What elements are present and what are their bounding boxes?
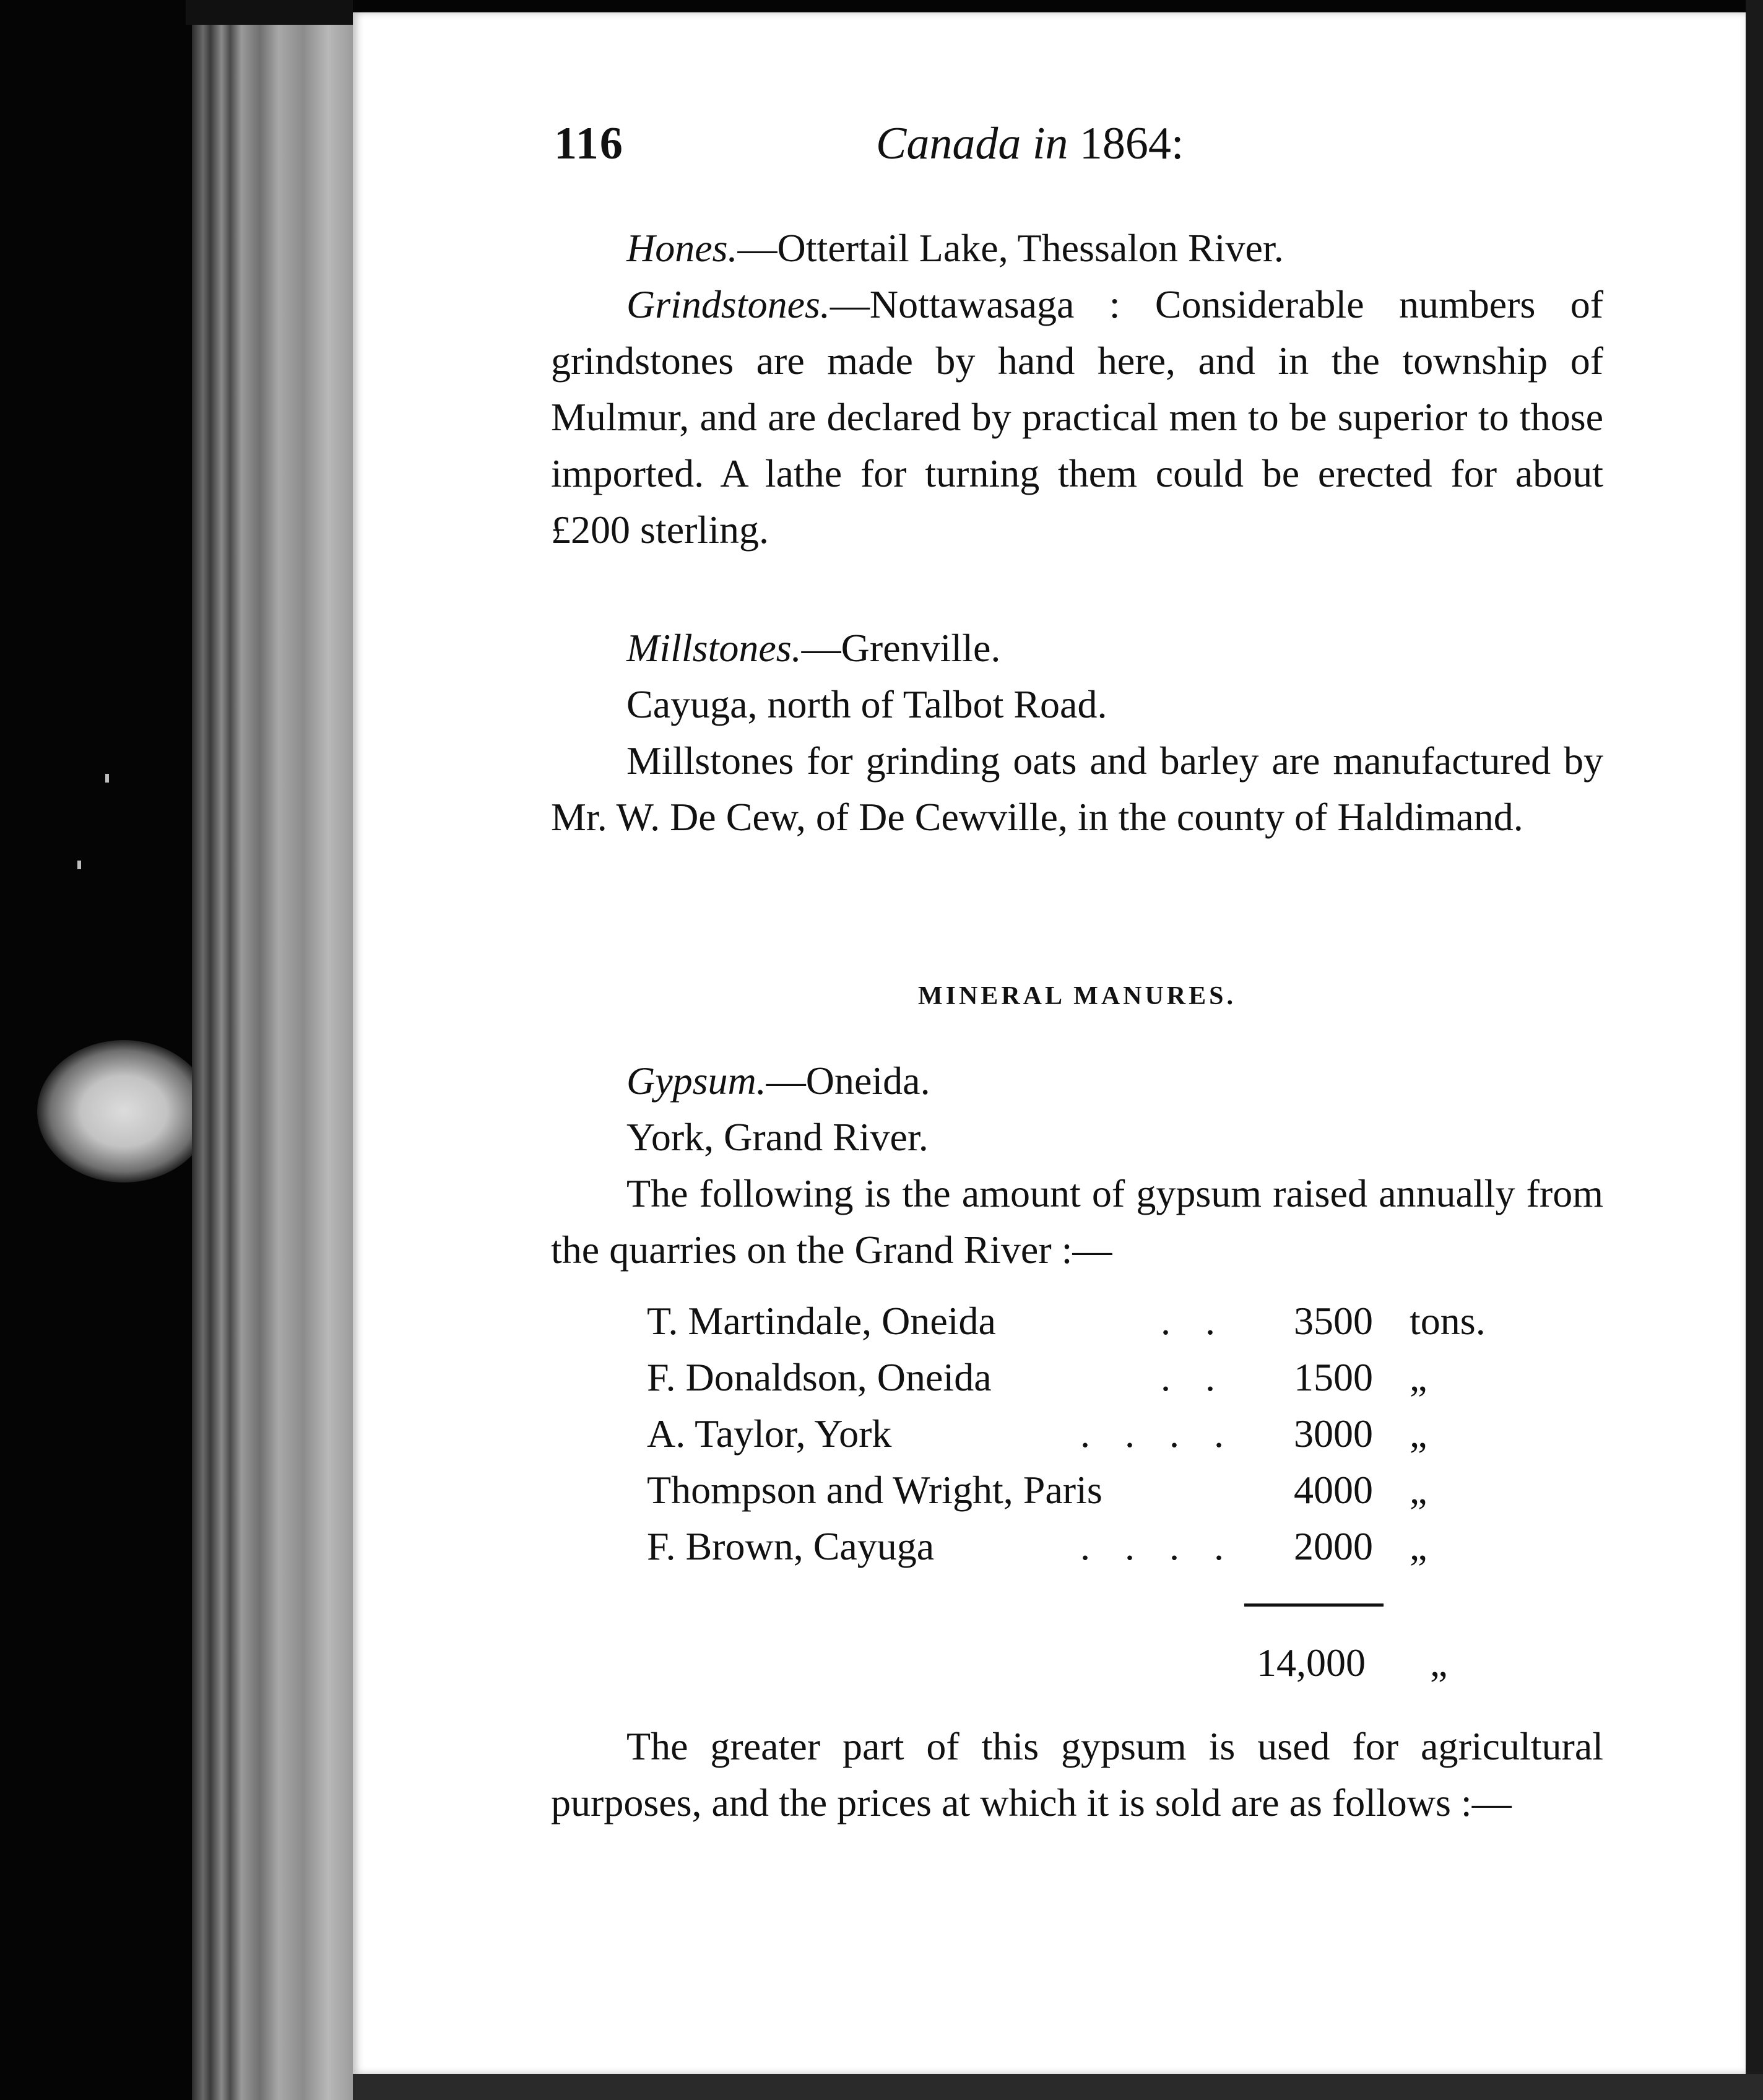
- running-title-punct: :: [1171, 118, 1184, 169]
- quarry-unit: „: [1410, 1355, 1427, 1399]
- quarry-unit: tons.: [1410, 1299, 1486, 1343]
- page-edge-right: [1746, 0, 1763, 2100]
- dot-leader: . . . .: [1080, 1412, 1236, 1456]
- quarry-name: F. Brown, Cayuga: [647, 1524, 935, 1568]
- quarry-table: [647, 1293, 1514, 1574]
- quarry-amount: 3500: [1294, 1299, 1373, 1343]
- quarry-amount: 2000: [1294, 1524, 1373, 1568]
- grindstones-text: —Nottawasaga : Considerable numbers of grindstones are made by hand here, and in the township of Mulmur, and are declared by practical men to be superior to those imported. A lathe for turning them could be erected for about £200 sterling.: [551, 282, 1603, 552]
- page-edge-bottom: [353, 2074, 1763, 2100]
- quarry-name: A. Taylor, York: [647, 1412, 892, 1456]
- total-row: [1257, 1634, 1566, 1691]
- book-gutter: [192, 0, 353, 2100]
- total-unit: „: [1430, 1641, 1448, 1685]
- page-number: 116: [554, 118, 624, 169]
- paragraph-hones: [551, 220, 1603, 276]
- running-title: [876, 118, 1184, 170]
- quarry-name: T. Martindale, Oneida: [647, 1299, 996, 1343]
- dot-leader: . .: [1161, 1355, 1228, 1399]
- paragraph-millstones-oats: Millstones for grinding oats and barley are manufactured by Mr. W. De Cew, of De Cewville, in the county of Haldimand.: [551, 739, 1603, 839]
- table-row: [647, 1293, 1514, 1349]
- running-head: [554, 118, 1340, 173]
- gypsum-label: Gypsum.: [626, 1059, 766, 1103]
- quarry-unit: „: [1410, 1412, 1427, 1456]
- paragraph-cayuga: Cayuga, north of Talbot Road.: [626, 682, 1107, 726]
- hones-label: Hones.: [626, 226, 738, 270]
- quarry-amount: 1500: [1294, 1355, 1373, 1399]
- table-row: [647, 1518, 1514, 1574]
- paragraph-grindstones: [551, 276, 1603, 558]
- millstones-text: —Grenville.: [801, 626, 1001, 670]
- grindstones-label: Grindstones.: [626, 282, 830, 326]
- millstones-label: Millstones.: [626, 626, 802, 670]
- quarry-amount: 3000: [1294, 1412, 1373, 1456]
- paragraph-closing: The greater part of this gypsum is used for agricultural purposes, and the prices at which it is sold are as follows :—: [551, 1724, 1603, 1824]
- section-heading: MINERAL MANURES.: [917, 982, 1237, 1010]
- quarry-name: F. Donaldson, Oneida: [647, 1355, 992, 1399]
- paragraph-york: York, Grand River.: [626, 1115, 929, 1159]
- quarry-unit: „: [1410, 1468, 1427, 1512]
- spine-mark: [77, 861, 81, 869]
- table-row: [647, 1462, 1514, 1518]
- total-amount: 14,000: [1257, 1641, 1366, 1685]
- table-row: [647, 1349, 1514, 1405]
- gutter-shadow: [186, 0, 353, 25]
- running-title-year: 1864: [1079, 118, 1171, 169]
- quarry-name: Thompson and Wright, Paris: [647, 1468, 1102, 1512]
- paragraph-gypsum: [551, 1052, 1603, 1109]
- gypsum-text: —Oneida.: [766, 1059, 930, 1103]
- paragraph-millstones: [551, 620, 1603, 676]
- hones-text: —Ottertail Lake, Thessalon River.: [737, 226, 1284, 270]
- quarry-unit: „: [1410, 1524, 1427, 1568]
- quarry-amount: 4000: [1294, 1468, 1373, 1512]
- dot-leader: . . . .: [1080, 1524, 1236, 1568]
- spine-mark: [105, 774, 109, 783]
- paper-damage-blotch: [37, 1040, 210, 1182]
- dot-leader: . .: [1161, 1299, 1228, 1343]
- paragraph-gypsum-intro: The following is the amount of gypsum raised annually from the quarries on the Grand River :—: [551, 1171, 1603, 1272]
- running-title-italic: Canada in: [876, 118, 1068, 169]
- sum-rule: [1244, 1603, 1384, 1607]
- table-row: [647, 1405, 1514, 1462]
